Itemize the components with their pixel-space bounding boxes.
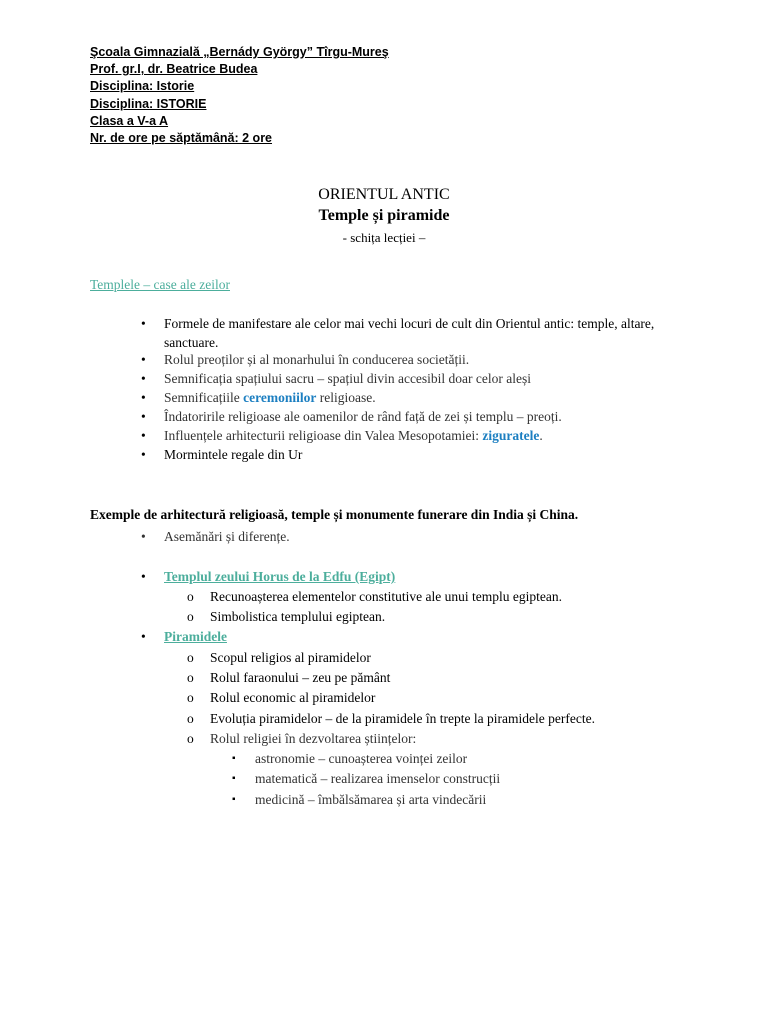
- bullet-icon: •: [141, 569, 146, 584]
- discipline-line: Disciplina: Istorie: [90, 79, 195, 94]
- teacher-name: Prof. gr.I, dr. Beatrice Budea: [90, 62, 258, 77]
- sub-bullet-icon: o: [187, 589, 194, 604]
- square-bullet-icon: ▪: [232, 773, 236, 784]
- square-bullet-icon: ▪: [232, 753, 236, 764]
- list-item: Simbolistica templului egiptean.: [210, 609, 386, 624]
- ziggurats-highlight: ziguratele: [482, 428, 540, 443]
- bullet-icon: •: [141, 428, 146, 443]
- class-line: Clasa a V-a A: [90, 113, 169, 128]
- hours-line: Nr. de ore pe săptămână: 2 ore: [90, 131, 273, 146]
- bullet-icon: •: [141, 409, 146, 424]
- pyramids-heading: Piramidele: [164, 629, 227, 644]
- horus-temple-heading: Templul zeului Horus de la Edfu (Egipt): [164, 569, 396, 584]
- list-item: matematică – realizarea imenselor construcții: [255, 771, 501, 786]
- section-heading-temples: Templele – case ale zeilor: [90, 277, 230, 292]
- list-item: Evoluția piramidelor – de la piramidele în trepte la piramidele perfecte.: [210, 711, 595, 726]
- square-bullet-icon: ▪: [232, 794, 236, 805]
- sub-bullet-icon: o: [187, 711, 194, 726]
- sub-bullet-icon: o: [187, 690, 194, 705]
- list-item: [141, 527, 146, 546]
- lesson-outline-label: - schița lecției –: [342, 230, 426, 245]
- page-title: ORIENTUL ANTIC: [318, 186, 450, 203]
- ceremonies-highlight: ceremoniilor: [243, 390, 317, 405]
- bullet-icon: •: [141, 529, 146, 544]
- bullet-icon: •: [141, 371, 146, 386]
- sub-bullet-icon: o: [187, 731, 194, 746]
- list-item: Rolul economic al piramidelor: [210, 690, 376, 705]
- bullet-icon: •: [141, 390, 146, 405]
- bullet-icon: •: [141, 629, 146, 644]
- discipline-line-2: Disciplina: ISTORIE: [90, 96, 207, 111]
- section-heading-examples: Exemple de arhitectură religioasă, temple și monumente funerare din India și China.: [90, 507, 579, 522]
- list-item: Scopul religios al piramidelor: [210, 650, 371, 665]
- list-item: Recunoașterea elementelor constitutive ale unui templu egiptean.: [210, 589, 562, 604]
- bullet-icon: •: [141, 316, 146, 331]
- sub-bullet-icon: o: [187, 650, 194, 665]
- list-item: medicină – îmbălsămarea și arta vindecării: [255, 792, 487, 807]
- document-page: Şcoala Gimnazială „Bernády György” Tîrgu-Mureş Prof. gr.I, dr. Beatrice Budea Disciplina: Istorie Disciplina: ISTORIE Clasa a V-a A Nr. de ore pe săptămână: 2 ore ORIENTUL ANTIC Temple și piramide - schița lecției – Templele – case ale zeilor • Formele de manifestare ale celor mai vechi locuri de cult din Orientul antic: temple, altare, sanctuare. • Rolul preoților și al monarhului în conducerea societății. • Semnificația spațiului sacru – spațiul divin accesibil doar celor aleși • Semnificațiile ceremoniilor religioase. • Îndatoririle religioase ale oamenilor de rând față de zei și templu – preoți. • Influențele arhitecturii religioase din Valea Mesopotamiei: ziguratele. • Mormintele regale din Ur Exemple de arhitectură religioasă, temple și monumente funerare din India și China. • Asemănări și diferențe. • Templul zeului Horus de la Edfu (Egipt) o Recunoașterea elementelor constitutive ale unui templu egiptean. o Simbolistica templului egiptean. • Piramidele o Scopul religios al piramidelor o Rolul faraonului – zeu pe pământ o Rolul economic al piramidelor o Evoluția piramidelor – de la piramidele în trepte la piramidele perfecte. o Rolul religiei în dezvoltarea științelor: ▪ astronomie – cunoașterea voinței zeilor ▪ matematică – realizarea imenselor construcții ▪ medicină – îmbălsămarea și arta vindecării: [0, 0, 768, 1024]
- list-item: Rolul religiei în dezvoltarea științelor:: [210, 731, 417, 746]
- sub-bullet-icon: o: [187, 609, 194, 624]
- similarities-item: Asemănări și diferențe.: [164, 529, 290, 544]
- document-header: [90, 44, 389, 147]
- bullet-icon: •: [141, 447, 146, 462]
- list-item: astronomie – cunoașterea voinței zeilor: [255, 751, 468, 766]
- list-item: Rolul faraonului – zeu pe pământ: [210, 670, 391, 685]
- bullet-icon: •: [141, 352, 146, 367]
- school-name: Şcoala Gimnazială „Bernády György” Tîrgu-Mureş: [90, 45, 389, 59]
- page-subtitle: Temple și piramide: [318, 207, 450, 224]
- sub-bullet-icon: o: [187, 670, 194, 685]
